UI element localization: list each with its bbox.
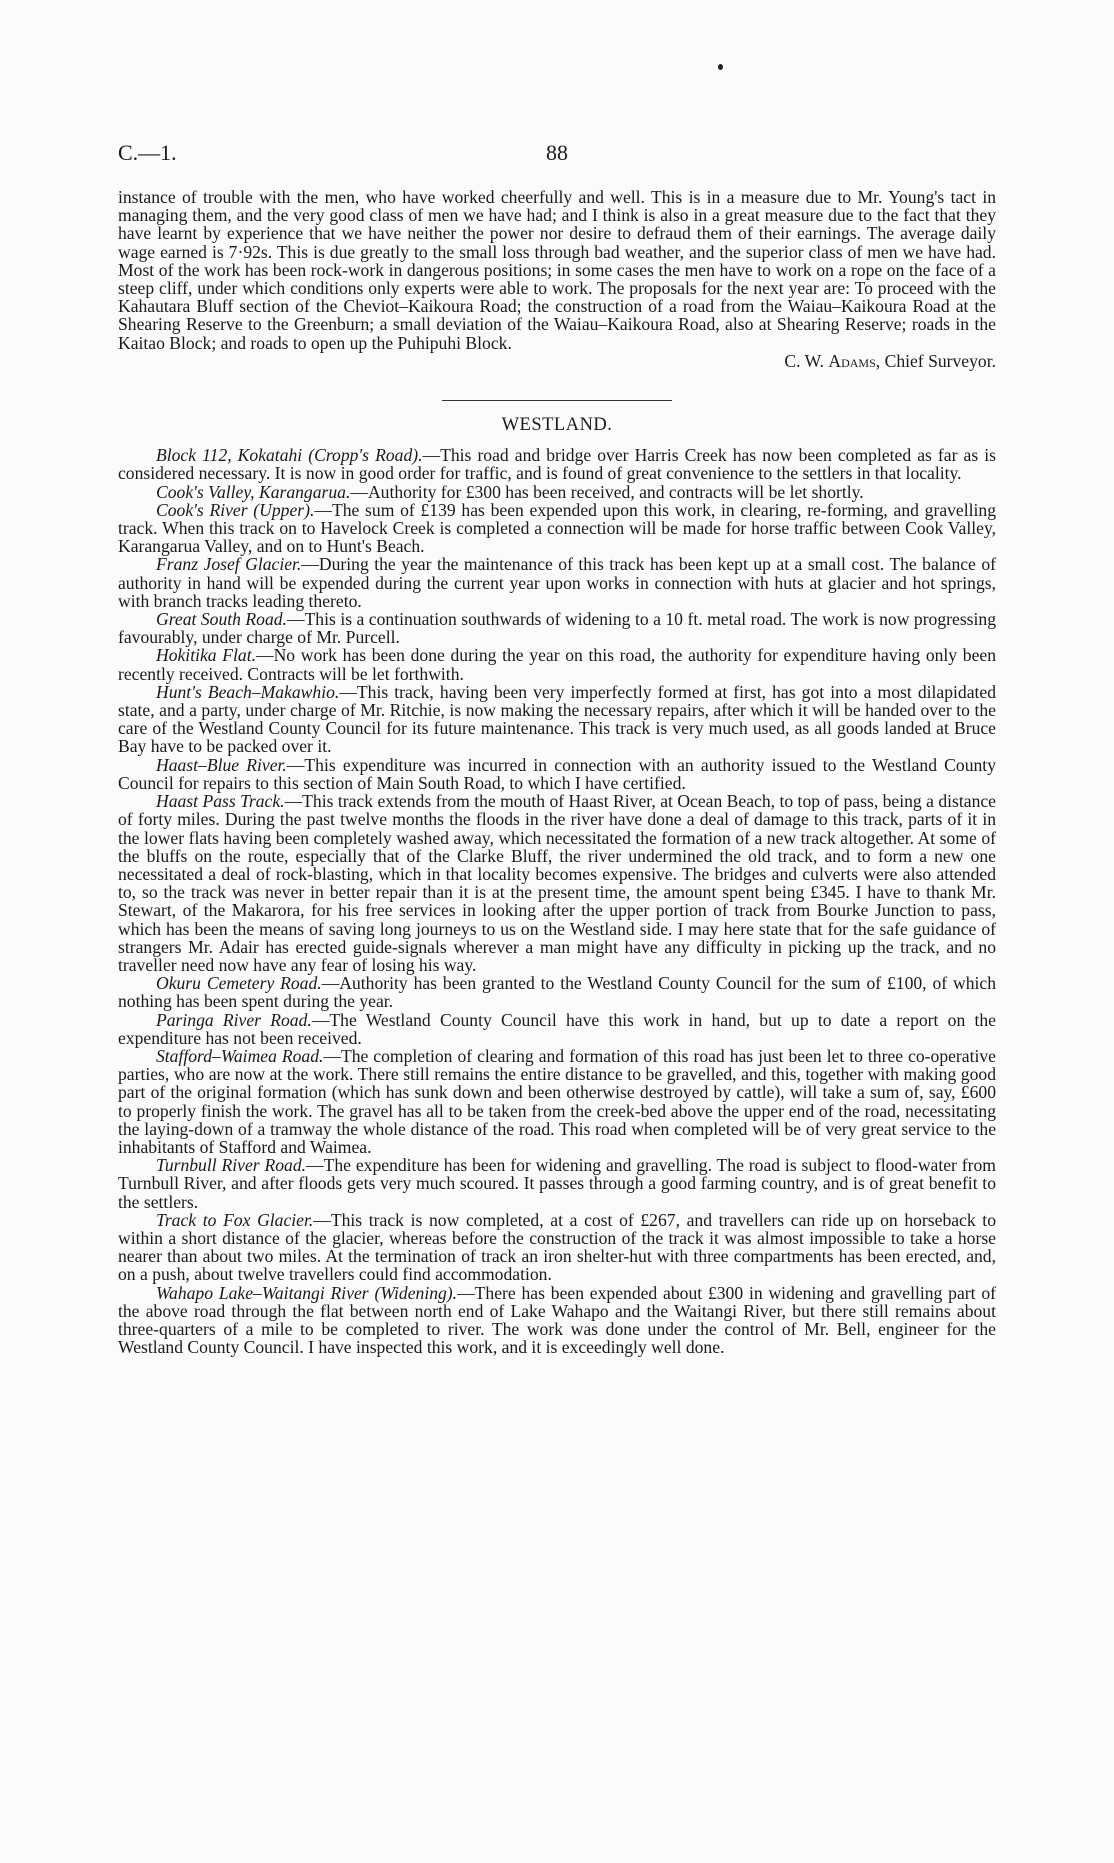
paragraph-text: —The completion of clearing and formation of this road has just been let to three co-operative parties, who are now at the work. There still remains the entire distance to be gravelled, and this, together with making good part of the original formation (which has sunk down and been otherwise destroyed by cattle), will take a sum of, say, £600 to properly finish the work. The gravel has all to be taken from the creek-bed above the upper end of the road, necessitating the laying-down of a tramway the whole distance of the road. This road when completed will be of very great service to the inhabitants of Stafford and Waimea. bbox=[118, 1045, 996, 1157]
paragraph-title: Cook's Valley, Karangarua. bbox=[156, 481, 351, 502]
section-divider bbox=[442, 400, 672, 401]
paragraph-title: Wahapo Lake–Waitangi River (Widening). bbox=[156, 1282, 458, 1303]
paragraph-great-south-road bbox=[118, 610, 996, 646]
paragraph-haast-pass bbox=[118, 792, 996, 974]
signature-initials: C. W. bbox=[784, 350, 824, 371]
document-reference: C.—1. bbox=[118, 140, 177, 165]
intro-paragraph: instance of trouble with the men, who have worked cheerfully and well. This is in a measure due to Mr. Young's tact in managing them, and the very good class of men we have had; and I think is also in a great measure due to the fact that they have learnt by experience that we have neither the power nor desire to defraud them of their earnings. The average daily wage earned is 7·92s. This is due greatly to the small loss through bad weather, and the superior class of men we have had. Most of the work has been rock-work in dangerous positions; in some cases the men have to work on a rope on the face of a steep cliff, under which conditions only experts were able to work. The proposals for the next year are: To proceed with the Kahautara Bluff section of the Cheviot–Kaikoura Road; the construction of a road from the Waiau–Kaikoura Road at the Shearing Reserve to the Greenburn; a small deviation of the Waiau–Kaikoura Road, also at Shearing Reserve; roads in the Kaitao Block; and roads to open up the Puhipuhi Block. bbox=[118, 187, 996, 353]
paragraph-cooks-river bbox=[118, 501, 996, 556]
paragraph-stafford-waimea bbox=[118, 1047, 996, 1156]
paragraph-paringa-river bbox=[118, 1011, 996, 1047]
paragraph-title: Franz Josef Glacier. bbox=[156, 554, 302, 575]
document-body bbox=[118, 188, 996, 1356]
page-header bbox=[118, 140, 996, 166]
paragraph-title: Cook's River (Upper). bbox=[156, 499, 315, 520]
paragraph-title: Okuru Cemetery Road. bbox=[156, 973, 322, 994]
paragraph-title: Stafford–Waimea Road. bbox=[156, 1045, 324, 1066]
paragraph-wahapo-waitangi bbox=[118, 1284, 996, 1357]
paragraph-hunts-beach bbox=[118, 683, 996, 756]
paragraph-text: —This is a continuation southwards of widening to a 10 ft. metal road. The work is now progressing favourably, under charge of Mr. Purcell. bbox=[118, 609, 996, 648]
paragraph-text: —This track, having been very imperfectly formed at first, has got into a most dilapidated state, and a party, under charge of Mr. Ritchie, is now making the necessary repairs, after which it will be handed over to the care of the Westland County Council for its future maintenance. This track is very much used, as all goods landed at Bruce Bay have to be packed over it. bbox=[118, 681, 997, 757]
paragraph-title: Hokitika Flat. bbox=[156, 645, 256, 666]
paragraph-hokitika-flat bbox=[118, 646, 996, 682]
paragraph-text: —This track extends from the mouth of Haast River, at Ocean Beach, to top of pass, being a distance of forty miles. During the past twelve months the floods in the river have done a deal of damage to this track, parts of it in the lower flats having been completely washed away, which necessitated the formation of a new track altogether. At some of the bluffs on the route, especially that of the Clarke Bluff, the river undermined the old track, and to form a new one necessitated a deal of rock-blasting, which in that locality becomes expensive. The bridges and culverts were also attended to, so the track was never in better repair than it is at the present time, the amount spent being £345. I have to thank Mr. Stewart, of the Makarora, for his free services in looking after the upper portion of track from Bourke Junction to pass, which has been the means of saving long journeys to us on the Westland side. I may here state that for the safe guidance of strangers Mr. Adair has erected guide-signals wherever a man might have any difficulty in picking up the track, and no traveller need now have any fear of losing his way. bbox=[118, 791, 996, 975]
paragraph-cooks-valley bbox=[118, 483, 996, 501]
paragraph-text: —Authority has been granted to the Westland County Council for the sum of £100, of which nothing has been spent during the year. bbox=[118, 973, 996, 1012]
paragraph-title: Haast–Blue River. bbox=[156, 754, 287, 775]
paragraph-text: —The sum of £139 has been expended upon this work, in clearing, re-forming, and gravelling track. When this track on to Havelock Creek is completed a connection will be made for horse traffic between Cook Valley, Karangarua Valley, and on to Hunt's Beach. bbox=[118, 499, 996, 557]
paragraph-text: —During the year the maintenance of this track has been kept up at a small cost. The balance of authority in hand will be expended during the current year upon works in connection with huts at glacier and hot springs, with branch tracks leading thereto. bbox=[118, 554, 996, 611]
page-number: 88 bbox=[546, 140, 568, 165]
paragraph-text: —Authority for £300 has been received, and contracts will be let shortly. bbox=[350, 481, 864, 502]
paragraph-text: —There has been expended about £300 in widening and gravelling part of the above road through the flat between north end of Lake Wahapo and the Waitangi River, but there still remains about three-quarters of a mile to be completed to river. The work was done under the control of Mr. Bell, engineer for the Westland County Council. I have inspected this work, and it is exceedingly well done. bbox=[118, 1282, 996, 1358]
paragraph-okuru-cemetery bbox=[118, 974, 996, 1010]
paragraph-title: Track to Fox Glacier. bbox=[156, 1209, 314, 1230]
signature-line bbox=[118, 352, 996, 370]
paragraph-title: Hunt's Beach–Makawhio. bbox=[156, 681, 340, 702]
signature-title: , Chief Surveyor. bbox=[875, 350, 996, 371]
paragraph-text: —This road and bridge over Harris Creek has now been completed as far as is considered necessary. It is now in good order for traffic, and is found of great convenience to the settlers in that locality. bbox=[118, 445, 996, 484]
ink-speck bbox=[718, 64, 723, 70]
section-title: WESTLAND. bbox=[501, 415, 613, 436]
paragraph-fox-glacier bbox=[118, 1211, 996, 1284]
paragraph-title: Great South Road. bbox=[156, 609, 287, 630]
paragraph-title: Haast Pass Track. bbox=[156, 791, 285, 812]
paragraph-title: Turnbull River Road. bbox=[156, 1155, 307, 1176]
paragraph-title: Paringa River Road. bbox=[156, 1009, 312, 1030]
signature-name: Adams bbox=[828, 350, 876, 371]
paragraph-text: —No work has been done during the year on this road, the authority for expenditure having only been recently received. Contracts will be let forthwith. bbox=[118, 645, 996, 684]
paragraph-text: —The Westland County Council have this work in hand, but up to date a report on the expenditure has not been received. bbox=[118, 1009, 996, 1048]
paragraph-turnbull-river bbox=[118, 1156, 996, 1211]
paragraph-franz-josef bbox=[118, 555, 996, 610]
paragraph-text: —This expenditure was incurred in connection with an authority issued to the Westland County Council for repairs to this section of Main South Road, to which I have certified. bbox=[118, 754, 996, 793]
paragraph-block-112 bbox=[118, 446, 996, 482]
paragraph-text: —The expenditure has been for widening and gravelling. The road is subject to flood-water from Turnbull River, and after floods gets very much scoured. It passes through a good farming country, and is of great benefit to the settlers. bbox=[118, 1155, 996, 1212]
paragraph-haast-blue-river bbox=[118, 756, 996, 792]
paragraph-text: —This track is now completed, at a cost of £267, and travellers can ride up on horseback to within a short distance of the glacier, whereas before the construction of the track it was almost impossible to take a horse nearer than about two miles. At the termination of track an iron shelter-hut with three compartments has been erected, and, on a push, about twelve travellers could find accommodation. bbox=[118, 1209, 996, 1285]
paragraph-title: Block 112, Kokatahi (Cropp's Road). bbox=[156, 445, 423, 466]
